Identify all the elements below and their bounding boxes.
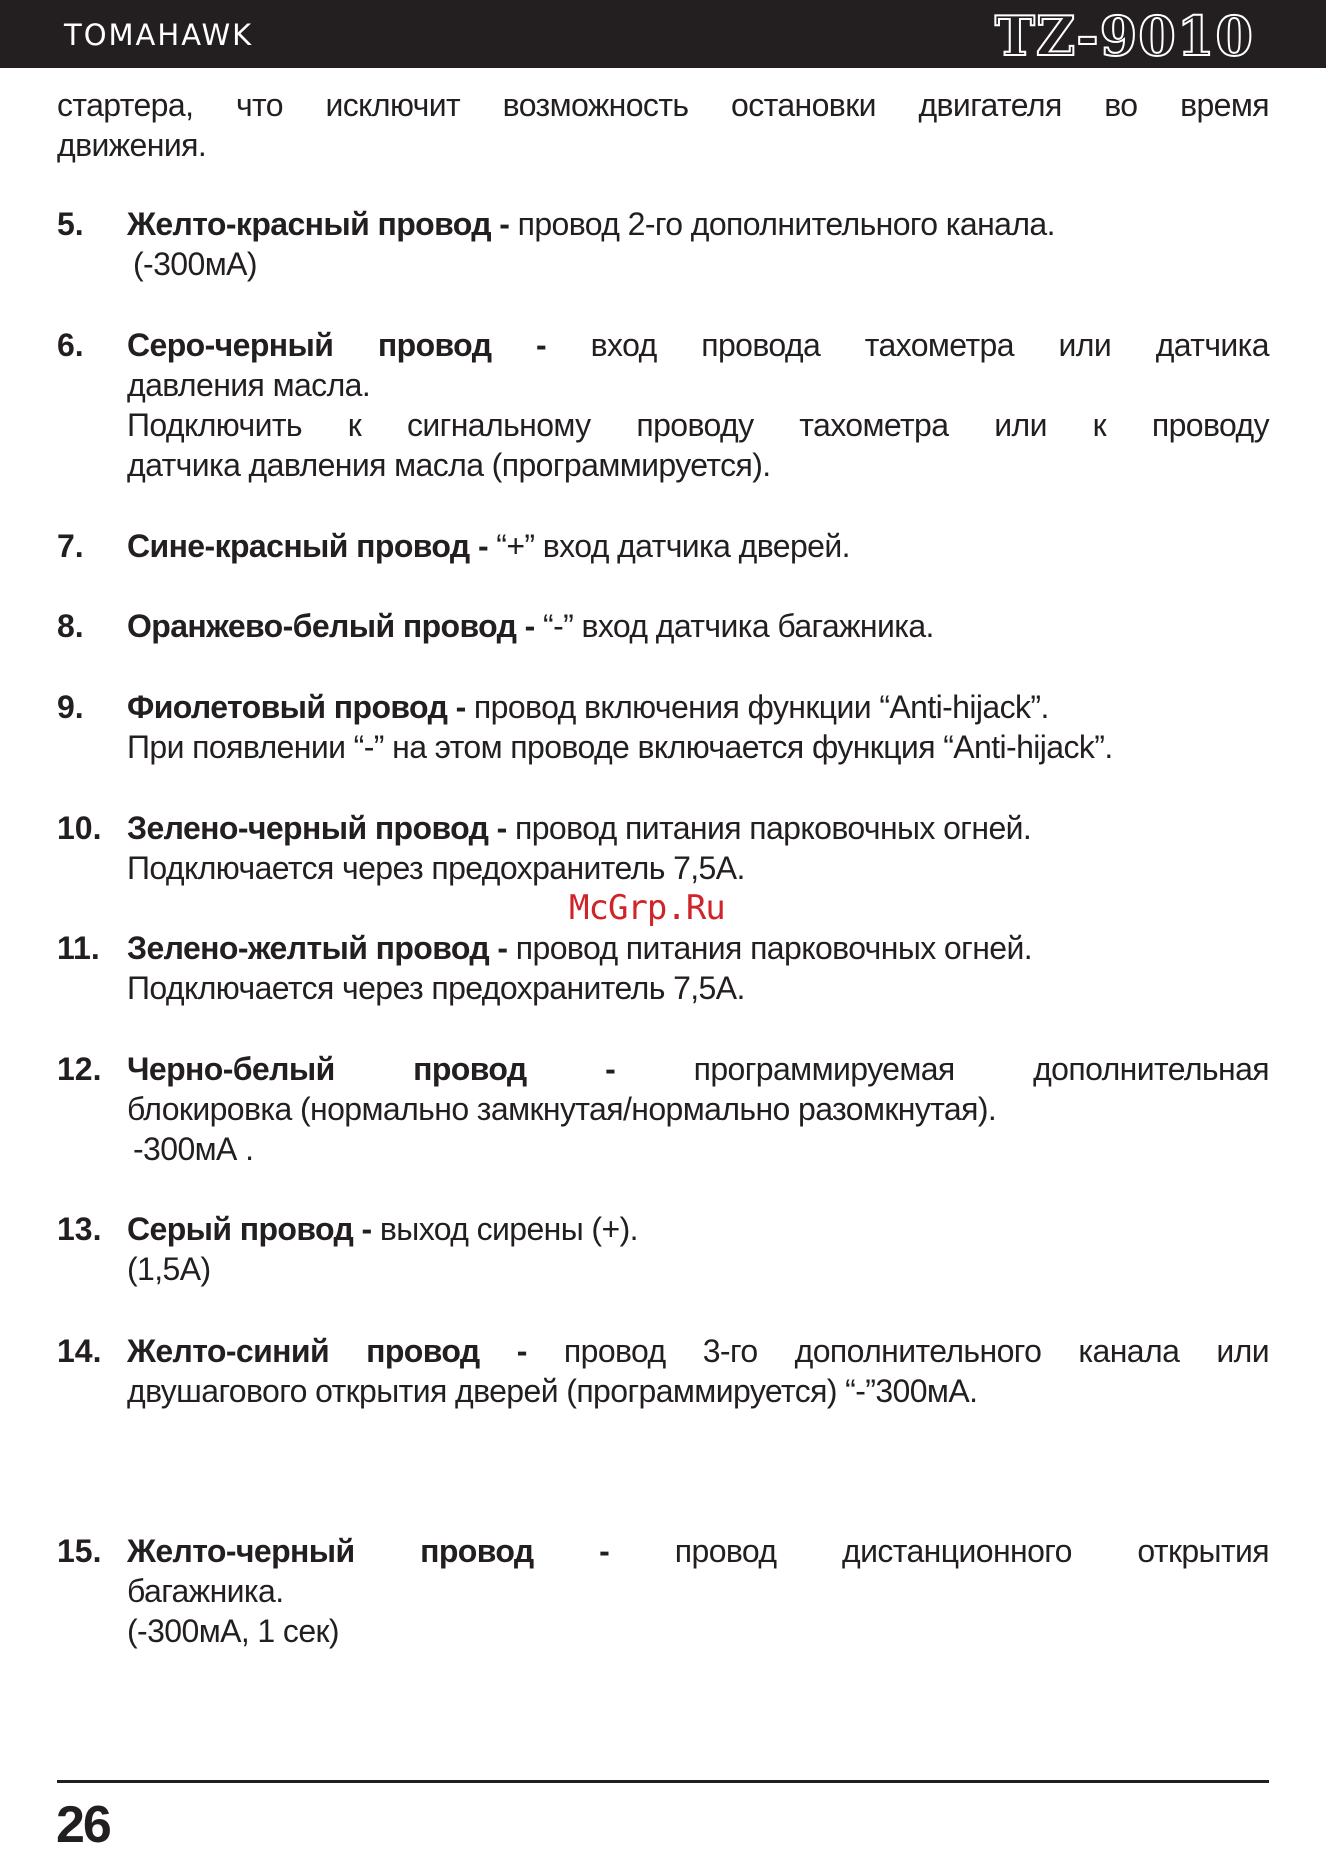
item-number: 6. [57,327,84,363]
item-number: 14. [57,1333,102,1369]
footer-divider [57,1780,1269,1783]
list-item [57,1209,1269,1289]
list-item [57,1331,1269,1411]
text-line: стартера, что исключит возможность остановки двигателя во время [57,87,1269,123]
item-text: вход провода тахометра или датчика [546,327,1269,363]
item-number: 11. [57,930,100,966]
list-item [57,325,1269,485]
list-item [57,808,1269,888]
item-title: Оранжево-белый провод - [127,608,535,644]
list-item [57,1049,1269,1169]
item-number: 5. [57,206,84,242]
item-number: 10. [57,810,102,846]
item-text: двушагового открытия дверей (программируется) “-”300мА. [127,1373,978,1409]
item-text: блокировка (нормально замкнутая/нормально разомкнутая). [127,1091,997,1127]
list-item [57,928,1269,1008]
item-text: провод дистанционного открытия [609,1533,1270,1569]
item-text: провод включения функции “Anti-hijack”. [465,689,1049,725]
item-number: 8. [57,608,84,644]
item-text: датчика давления масла (программируется). [127,447,771,483]
item-title: Серо-черный провод - [127,327,547,363]
item-number: 15. [57,1533,102,1569]
list-item [57,606,1269,646]
item-text: программируемая дополнительная [615,1051,1269,1087]
intro-paragraph [57,85,1269,165]
item-text: выход сирены (+). [371,1211,638,1247]
item-title: Желто-синий провод - [127,1333,527,1369]
item-number: 13. [57,1211,102,1247]
item-title: Серый провод - [127,1211,372,1247]
item-text: (-300мА) [133,246,257,282]
item-text: провод 2-го дополнительного канала. [509,206,1055,242]
item-text: провод питания парковочных огней. [506,810,1032,846]
page-header [0,0,1326,68]
item-text: провод питания парковочных огней. [507,930,1033,966]
brand-logo: TOMAHAWK [64,18,254,52]
page-number: 26 [56,1796,110,1854]
item-title: Желто-черный провод - [127,1533,610,1569]
list-item [57,526,1269,566]
item-text: багажника. [127,1573,284,1609]
item-number: 7. [57,528,84,564]
item-number: 9. [57,689,84,725]
item-text: При появлении “-” на этом проводе включается функция “Anti-hijack”. [127,729,1113,765]
list-item [57,1531,1269,1651]
text-line: движения. [57,127,207,163]
model-logo: TZ-9010 [994,4,1254,68]
item-title: Черно-белый провод - [127,1051,616,1087]
item-text: “+” вход датчика дверей. [488,528,850,564]
item-text: “-” вход датчика багажника. [534,608,934,644]
item-text: провод 3-го дополнительного канала или [526,1333,1269,1369]
watermark: McGrp.Ru [569,888,725,928]
item-text: Подключается через предохранитель 7,5А. [127,850,745,886]
item-title: Желто-красный провод - [127,206,510,242]
item-title: Зелено-черный провод - [127,810,507,846]
item-text: давления масла. [127,367,371,403]
item-title: Зелено-желтый провод - [127,930,508,966]
item-text: -300мА . [133,1131,254,1167]
list-item [57,687,1269,767]
item-text: (-300мА, 1 сек) [127,1613,339,1649]
item-number: 12. [57,1051,102,1087]
item-text: (1,5А) [127,1251,211,1287]
item-text: Подключить к сигнальному проводу тахометра или к проводу [127,407,1269,443]
item-text: Подключается через предохранитель 7,5А. [127,970,745,1006]
item-title: Фиолетовый провод - [127,689,466,725]
list-item [57,204,1269,284]
item-title: Сине-красный провод - [127,528,488,564]
